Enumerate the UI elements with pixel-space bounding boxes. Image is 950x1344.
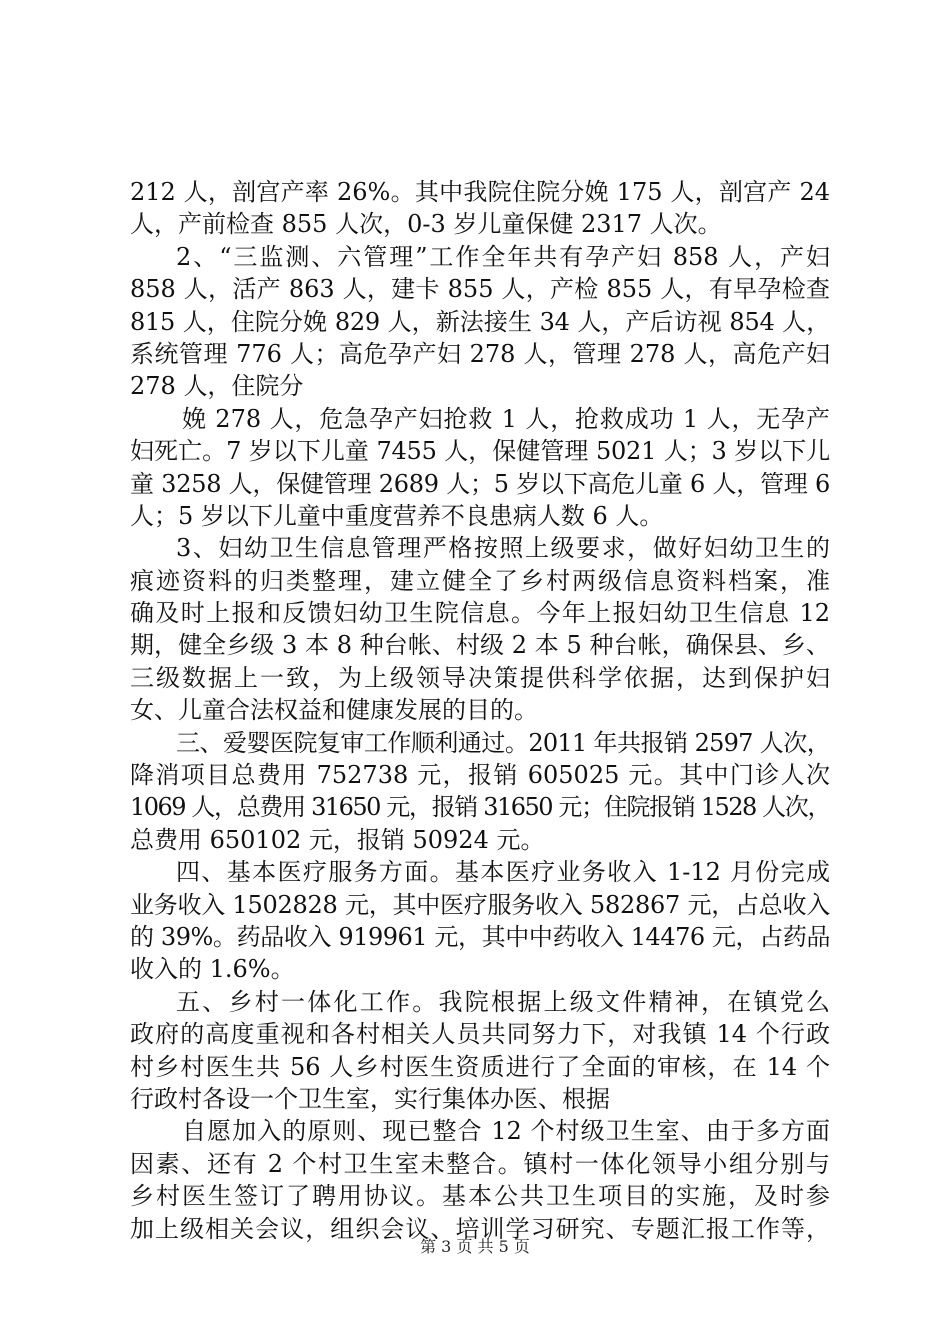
text-line: 815 人，住院分娩 829 人，新法接生 34 人，产后访视 854 人， [130, 307, 830, 336]
text-line: 乡村医生签订了聘用协议。基本公共卫生项目的实施，及时参 [130, 1182, 830, 1211]
text-line: 痕迹资料的归类整理，建立健全了乡村两级信息资料档案，准 [130, 566, 830, 595]
text-line: 四、基本医疗服务方面。基本医疗业务收入 1-12 月份完成 [176, 858, 830, 887]
text-line: 五、乡村一体化工作。我院根据上级文件精神，在镇党么 [176, 987, 830, 1016]
text-line: 278 人，住院分 [130, 372, 304, 401]
text-line: 人，产前检查 855 人次，0-3 岁儿童保健 2317 人次。 [130, 210, 722, 239]
text-line: 因素、还有 2 个村卫生室未整合。镇村一体化领导小组分别与 [130, 1149, 830, 1178]
text-line: 政府的高度重视和各村相关人员共同努力下，对我镇 14 个行政 [130, 1020, 830, 1049]
page-footer: 第 3 页 共 5 页 [420, 1237, 530, 1256]
text-line: 2、“三监测、六管理”工作全年共有孕产妇 858 人，产妇 [176, 242, 830, 271]
text-line: 自愿加入的原则、现已整合 12 个村级卫生室、由于多方面 [182, 1117, 830, 1146]
text-line: 的 39%。药品收入 919961 元，其中中药收入 14476 元，占药品 [130, 922, 830, 951]
text-line: 858 人，活产 863 人，建卡 855 人，产检 855 人，有早孕检查 [130, 275, 830, 304]
text-line: 村乡村医生共 56 人乡村医生资质进行了全面的审核，在 14 个 [130, 1052, 830, 1081]
text-line: 1069 人，总费用 31650 元，报销 31650 元；住院报销 1528 人次， [130, 793, 830, 822]
text-line: 女、儿童合法权益和健康发展的目的。 [130, 696, 538, 725]
text-line: 娩 278 人，危急孕产妇抢救 1 人，抢救成功 1 人，无孕产 [182, 404, 830, 433]
text-line: 总费用 650102 元，报销 50924 元。 [130, 825, 545, 854]
text-line: 行政村各设一个卫生室，实行集体办医、根据 [130, 1084, 610, 1113]
text-line: 业务收入 1502828 元，其中医疗服务收入 582867 元，占总收入 [130, 890, 830, 919]
text-line: 人；5 岁以下儿童中重度营养不良患病人数 6 人。 [130, 501, 664, 530]
text-line: 三级数据上一致，为上级领导决策提供科学依据，达到保护妇 [130, 663, 830, 692]
text-line: 降消项目总费用 752738 元，报销 605025 元。其中门诊人次 [130, 761, 830, 790]
text-line: 加上级相关会议，组织会议、培训学习研究、专题汇报工作等， [130, 1214, 830, 1243]
text-line: 收入的 1.6%。 [130, 955, 295, 984]
text-line: 3、妇幼卫生信息管理严格按照上级要求，做好妇幼卫生的 [176, 534, 830, 563]
text-line: 212 人，剖宫产率 26%。其中我院住院分娩 175 人，剖宫产 24 [130, 178, 830, 206]
text-line: 童 3258 人，保健管理 2689 人；5 岁以下高危儿童 6 人，管理 6 [130, 469, 830, 498]
document-body [130, 176, 830, 1245]
text-line: 系统管理 776 人；高危孕产妇 278 人，管理 278 人，高危产妇 [130, 339, 830, 368]
text-line: 三、爱婴医院复审工作顺利通过。2011 年共报销 2597 人次， [176, 728, 830, 757]
text-line: 期，健全乡级 3 本 8 种台帐、村级 2 本 5 种台帐，确保县、乡、 [130, 631, 830, 660]
text-line: 妇死亡。7 岁以下儿童 7455 人，保健管理 5021 人；3 岁以下儿 [130, 437, 830, 466]
text-line: 确及时上报和反馈妇幼卫生院信息。今年上报妇幼卫生信息 12 [130, 599, 830, 628]
